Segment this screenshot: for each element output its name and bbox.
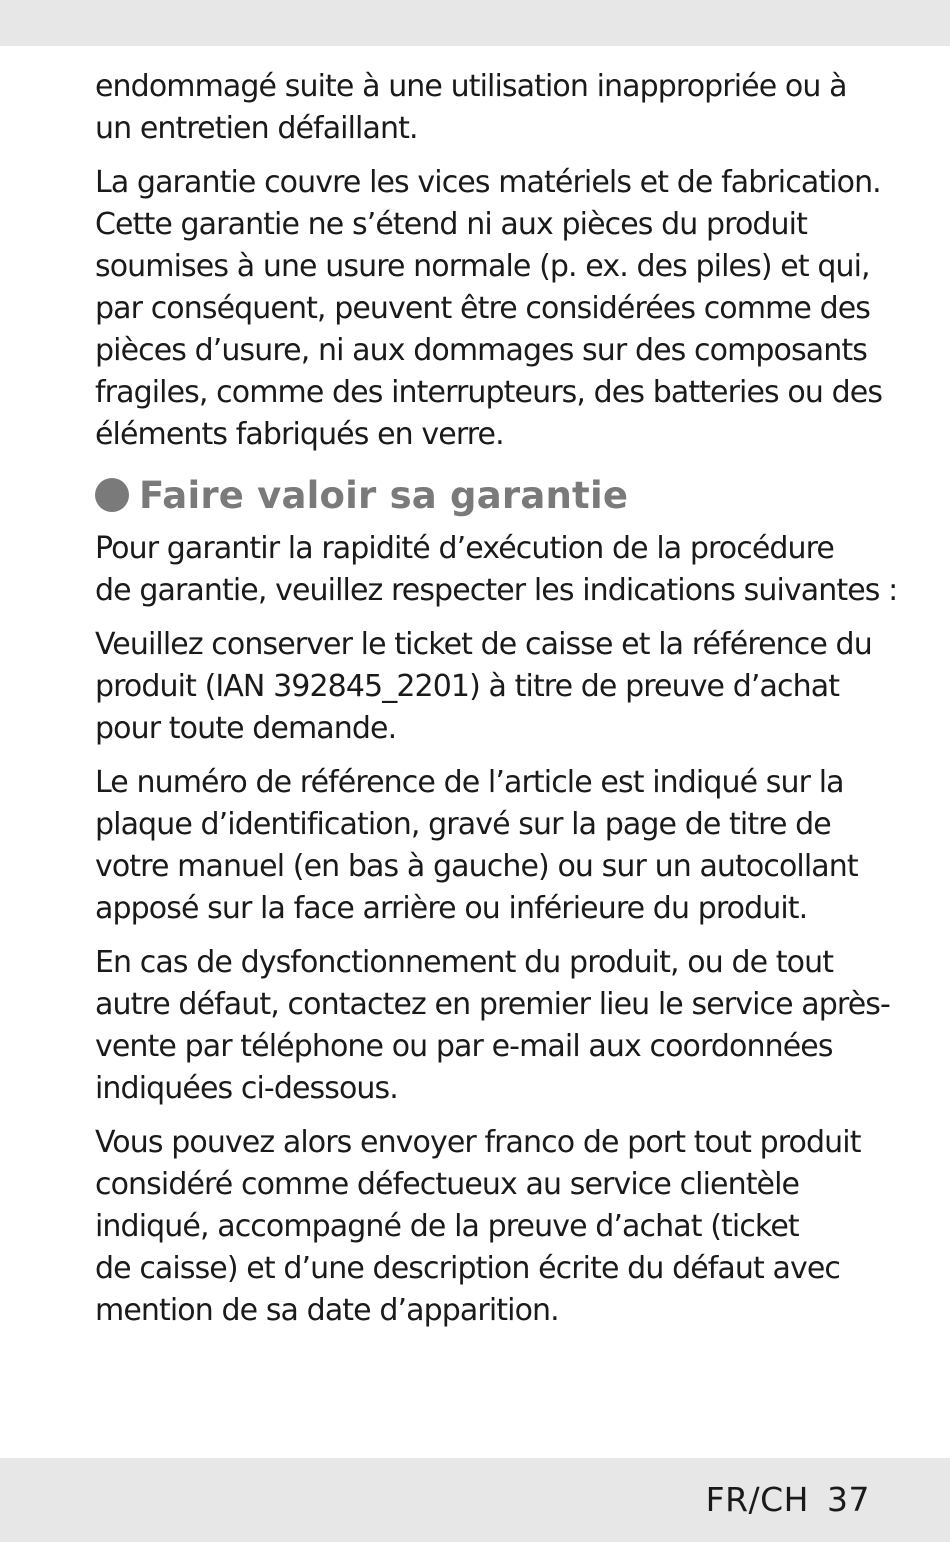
- paragraph-damage-clause: endommagé suite à une utilisation inappropriée ou à un entretien défaillant.: [95, 69, 847, 146]
- section-heading-text: Faire valoir sa garantie: [139, 473, 629, 517]
- section-heading: [95, 468, 905, 522]
- paragraph-contact-service: En cas de dysfonctionnement du produit, ou de tout autre défaut, contactez en premier lieu le service après- vente par téléphone ou par e-mail aux coordonnées indiquées ci-dessous.: [95, 945, 890, 1106]
- top-band: [0, 0, 950, 46]
- paragraph-reference-location: Le numéro de référence de l’article est indiqué sur la plaque d’identification, gravé sur la page de titre de votre manuel (en bas à gauche) ou sur un autocollant apposé sur la face arrière ou inférieure du produit.: [95, 765, 858, 926]
- page-number: 37: [827, 1480, 870, 1519]
- paragraph-send-product: Vous pouvez alors envoyer franco de port tout produit considéré comme défectueux au service clientèle indiqué, accompagné de la preuve d’achat (ticket de caisse) et d’une description écrite du défaut avec mention de sa date d’apparition.: [95, 1125, 861, 1328]
- page-content: [95, 66, 905, 1344]
- page-footer: [706, 1480, 870, 1519]
- paragraph-warranty-coverage: La garantie couvre les vices matériels et de fabrication. Cette garantie ne s’étend ni aux pièces du produit soumises à une usure normale (p. ex. des piles) et qui, par conséquent, peuvent être considérées comme des pièces d’usure, ni aux dommages sur des composants fragiles, comme des interrupteurs, des batteries ou des éléments fabriqués en verre.: [95, 165, 883, 452]
- paragraph-keep-receipt: Veuillez conserver le ticket de caisse et la référence du produit (IAN 392845_2201) à titre de preuve d’achat pour toute demande.: [95, 627, 872, 746]
- footer-language: FR/CH: [705, 1480, 809, 1519]
- bullet-circle-icon: [95, 478, 129, 512]
- paragraph-procedure-intro: Pour garantir la rapidité d’exécution de la procédure de garantie, veuillez respecter les indications suivantes :: [95, 531, 898, 608]
